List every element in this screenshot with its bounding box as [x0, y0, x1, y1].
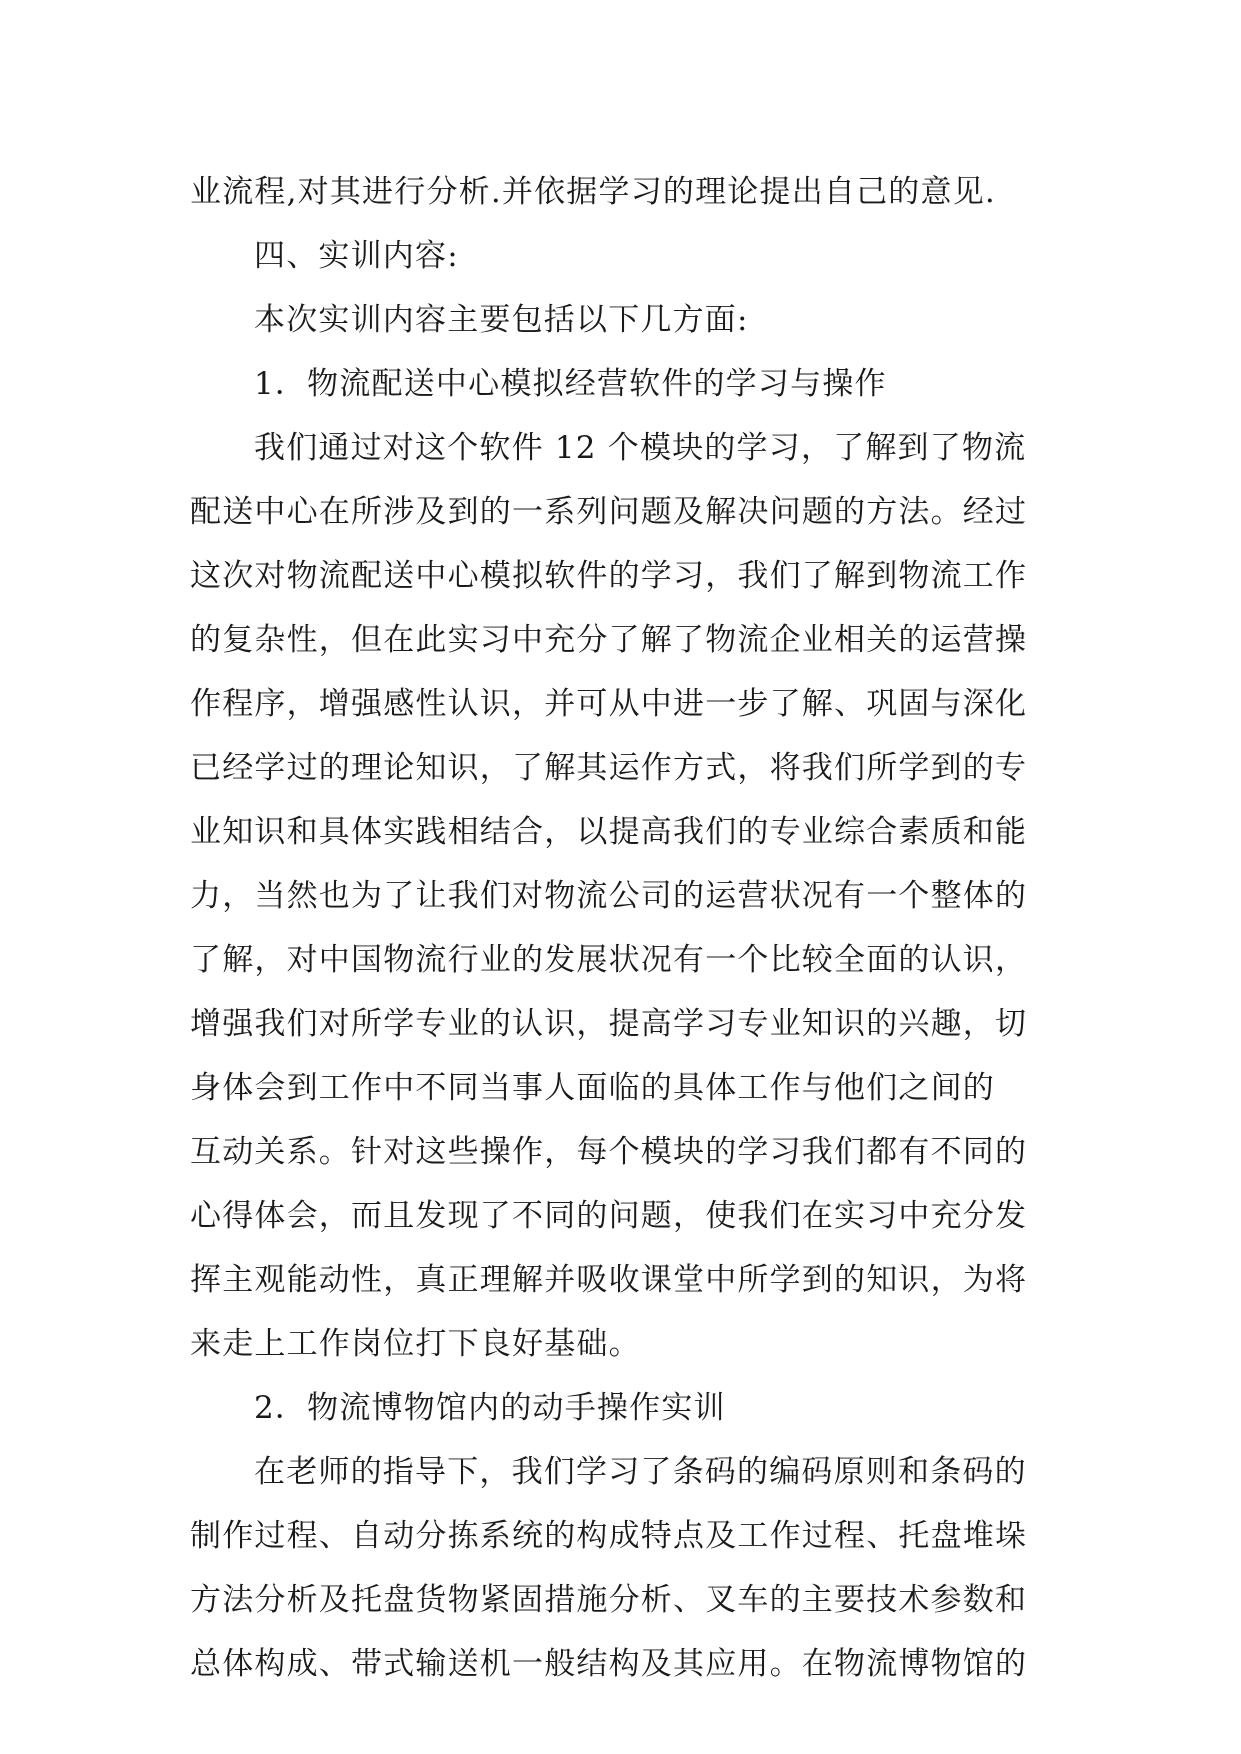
paragraph-line: 作程序，增强感性认识，并可从中进一步了解、巩固与深化: [190, 686, 1028, 722]
paragraph-line: 了解，对中国物流行业的发展状况有一个比较全面的认识，: [190, 942, 1028, 978]
paragraph-line: 在老师的指导下，我们学习了条码的编码原则和条码的: [254, 1454, 1027, 1490]
paragraph-line: 我们通过对这个软件 12 个模块的学习，了解到了物流: [254, 430, 1027, 466]
body-text: [190, 160, 1070, 1696]
paragraph-line: 业知识和具体实践相结合，以提高我们的专业综合素质和能: [190, 814, 1028, 850]
paragraph-line: 来走上工作岗位打下良好基础。: [190, 1326, 641, 1362]
text-line: 业流程,对其进行分析.并依据学习的理论提出自己的意见.: [190, 174, 996, 210]
text-line: 本次实训内容主要包括以下几方面:: [254, 302, 749, 338]
paragraph-line: 的复杂性，但在此实习中充分了解了物流企业相关的运营操: [190, 622, 1028, 658]
subsection-heading: 2．物流博物馆内的动手操作实训: [254, 1390, 726, 1426]
section-heading: 四、实训内容:: [254, 238, 459, 274]
paragraph-line: 力，当然也为了让我们对物流公司的运营状况有一个整体的: [190, 878, 1028, 914]
paragraph-line: 配送中心在所涉及到的一系列问题及解决问题的方法。经过: [190, 494, 1028, 530]
paragraph-line: 增强我们对所学专业的认识，提高学习专业知识的兴趣，切: [190, 1006, 1028, 1042]
paragraph-line: 已经学过的理论知识，了解其运作方式，将我们所学到的专: [190, 750, 1028, 786]
paragraph-line: 这次对物流配送中心模拟软件的学习，我们了解到物流工作: [190, 558, 1028, 594]
subsection-heading: 1．物流配送中心模拟经营软件的学习与操作: [254, 366, 887, 402]
paragraph-line: 制作过程、自动分拣系统的构成特点及工作过程、托盘堆垛: [190, 1518, 1028, 1554]
paragraph-line: 方法分析及托盘货物紧固措施分析、叉车的主要技术参数和: [190, 1582, 1028, 1618]
paragraph-line: 互动关系。针对这些操作，每个模块的学习我们都有不同的: [190, 1134, 1028, 1170]
paragraph-line: 总体构成、带式输送机一般结构及其应用。在物流博物馆的: [190, 1646, 1028, 1682]
paragraph-line: 挥主观能动性，真正理解并吸收课堂中所学到的知识，为将: [190, 1262, 1028, 1298]
paragraph-line: 身体会到工作中不同当事人面临的具体工作与他们之间的: [190, 1070, 995, 1106]
paragraph-line: 心得体会，而且发现了不同的问题，使我们在实习中充分发: [190, 1198, 1028, 1234]
